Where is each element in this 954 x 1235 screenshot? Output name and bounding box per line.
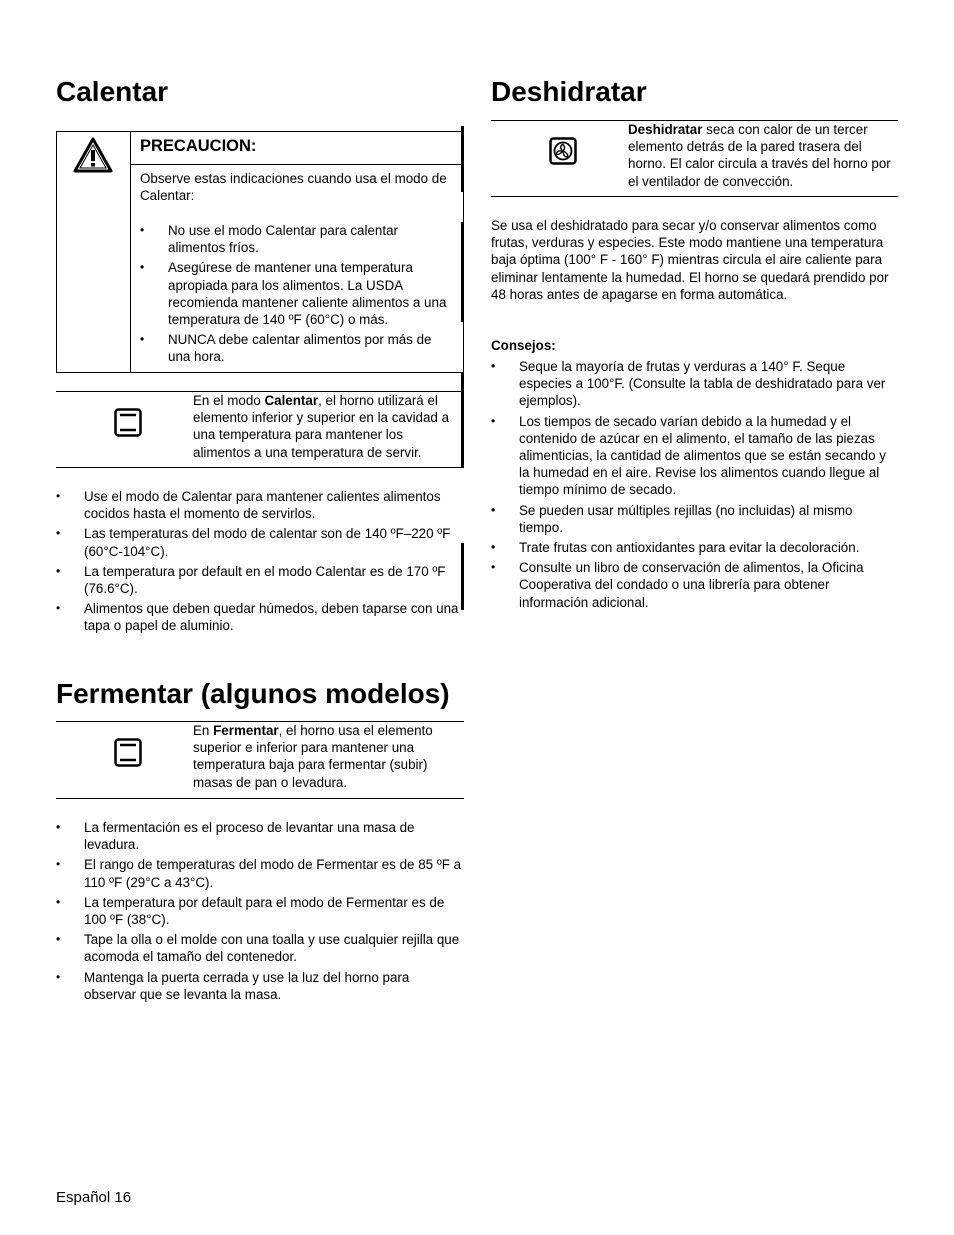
deshidratar-title: Deshidratar <box>491 76 647 107</box>
mode-box-bottom-rule <box>56 467 464 468</box>
mode-box-bottom-rule <box>491 196 898 197</box>
convection-fan-icon <box>549 137 577 165</box>
fermentar-list <box>56 819 462 1006</box>
caution-item: • NUNCA debe calentar alimentos por más de una hora. <box>140 331 452 365</box>
tips-heading: Consejos: <box>491 338 556 353</box>
list-item: • Los tiempos de secado varían debido a la humedad y el contenido de azúcar en el alimento, el tamaño de las piezas alimenticias, la cantidad de alimentos que se están secando y la humedad en el aire. Revise los alimentos cuando llegue al tiempo mínimo de secado. <box>491 413 897 499</box>
list-item: • Las temperaturas del modo de calentar son de 140 ºF–220 ºF (60°C-104°C). <box>56 525 462 559</box>
list-item: • Se pueden usar múltiples rejillas (no incluidas) al mismo tiempo. <box>491 502 897 536</box>
deshidratar-mode-description: Deshidratar seca con calor de un tercer elemento detrás de la pared trasera del horno. El calor circula a través del horno por el ventilador de convección. <box>628 122 891 189</box>
caution-list <box>140 222 452 369</box>
page-number: Español 16 <box>56 1189 132 1206</box>
calentar-title: Calentar <box>56 76 169 107</box>
list-item: • Use el modo de Calentar para mantener calientes alimentos cocidos hasta el momento de servirlos. <box>56 488 462 522</box>
list-item: • Consulte un libro de conservación de alimentos, la Oficina Cooperativa del condado o una librería para obtener información adicional. <box>491 559 897 611</box>
list-item: • La temperatura por default en el modo Calentar es de 170 ºF (76.6°C). <box>56 563 462 597</box>
tips-list <box>491 358 897 614</box>
change-bar <box>461 222 464 322</box>
calentar-list <box>56 488 462 638</box>
caution-heading: PRECAUCION: <box>140 137 257 155</box>
list-item: • Alimentos que deben quedar húmedos, deben taparse con una tapa o papel de aluminio. <box>56 600 462 634</box>
caution-intro: Observe estas indicaciones cuando usa el modo de Calentar: <box>140 171 447 204</box>
change-bar <box>461 373 464 467</box>
caution-divider-horizontal <box>130 164 464 165</box>
warning-triangle-icon <box>72 136 114 174</box>
deshidratar-paragraph: Se usa el deshidratado para secar y/o conservar alimentos como frutas, verduras y especies. Este modo mantiene una temperatura baja óptima (100° F - 160° F) mientras circula el aire caliente para eliminar lentamente la humedad. El horno se quedará prendido por 48 horas antes de apagarse en forma automática. <box>491 218 889 302</box>
list-item: • El rango de temperaturas del modo de Fermentar es de 85 ºF a 110 ºF (29°C a 43°C). <box>56 856 462 890</box>
list-item: • Trate frutas con antioxidantes para evitar la decoloración. <box>491 539 897 556</box>
calentar-mode-description: En el modo Calentar, el horno utilizará el elemento inferior y superior en la cavidad a una temperatura para mantener los alimentos a una temperatura de servir. <box>193 393 450 460</box>
mode-box-bottom-rule <box>56 798 464 799</box>
change-bar <box>461 543 464 610</box>
list-item: • La temperatura por default para el modo de Fermentar es de 100 ºF (38°C). <box>56 894 462 928</box>
caution-item: • No use el modo Calentar para calentar alimentos fríos. <box>140 222 452 256</box>
list-item: • Mantenga la puerta cerrada y use la luz del horno para observar que se levanta la masa. <box>56 969 462 1003</box>
list-item: • La fermentación es el proceso de levantar una masa de levadura. <box>56 819 462 853</box>
caution-divider-vertical <box>130 131 131 373</box>
caution-item: • Asegúrese de mantener una temperatura apropiada para los alimentos. La USDA recomienda mantener caliente alimentos a una temperatura de 140 ºF (60°C) o más. <box>140 259 452 328</box>
list-item: • Seque la mayoría de frutas y verduras a 140° F. Seque especies a 100°F. (Consulte la tabla de deshidratado para ver ejemplos). <box>491 358 897 410</box>
change-bar <box>461 126 464 192</box>
fermentar-mode-description: En Fermentar, el horno usa el elemento superior e inferior para mantener una temperatura baja para fermentar (subir) masas de pan o levadura. <box>193 723 433 790</box>
fermentar-title: Fermentar (algunos modelos) <box>56 678 450 709</box>
oven-mode-icon <box>114 738 142 767</box>
list-item: • Tape la olla o el molde con una toalla y use cualquier rejilla que acomoda el tamaño del contenedor. <box>56 931 462 965</box>
oven-mode-icon <box>114 408 142 437</box>
